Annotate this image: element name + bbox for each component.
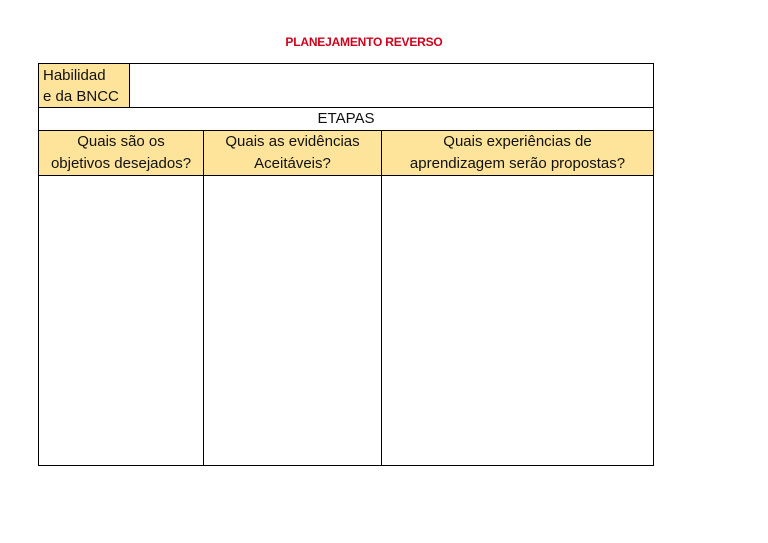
etapas-header: ETAPAS: [39, 108, 653, 131]
column-header-objetivos: [39, 131, 204, 176]
habilidade-value-cell[interactable]: [130, 64, 653, 107]
column-header-evidencias-line1: Quais as evidências: [225, 133, 360, 150]
evidencias-content-cell[interactable]: [204, 176, 382, 465]
column-header-objetivos-line1: Quais são os: [77, 133, 165, 150]
experiencias-content-cell[interactable]: [382, 176, 653, 465]
habilidade-label-line2: e da BNCC: [43, 88, 119, 105]
reverse-planning-table: [38, 63, 654, 466]
column-header-evidencias-line2: Aceitáveis?: [254, 155, 331, 172]
column-header-objetivos-line2: objetivos desejados?: [50, 155, 192, 172]
objetivos-content-cell[interactable]: [39, 176, 204, 465]
habilidade-label-line1: Habilidad: [43, 67, 106, 84]
column-header-evidencias: [204, 131, 382, 176]
habilidade-row: [39, 64, 653, 108]
document-title: PLANEJAMENTO REVERSO: [285, 35, 443, 49]
habilidade-label-cell: [39, 64, 130, 107]
column-header-experiencias-line2: aprendizagem serão propostas?: [409, 155, 626, 172]
column-header-experiencias-line1: Quais experiências de: [443, 133, 592, 150]
column-header-experiencias: [382, 131, 653, 176]
